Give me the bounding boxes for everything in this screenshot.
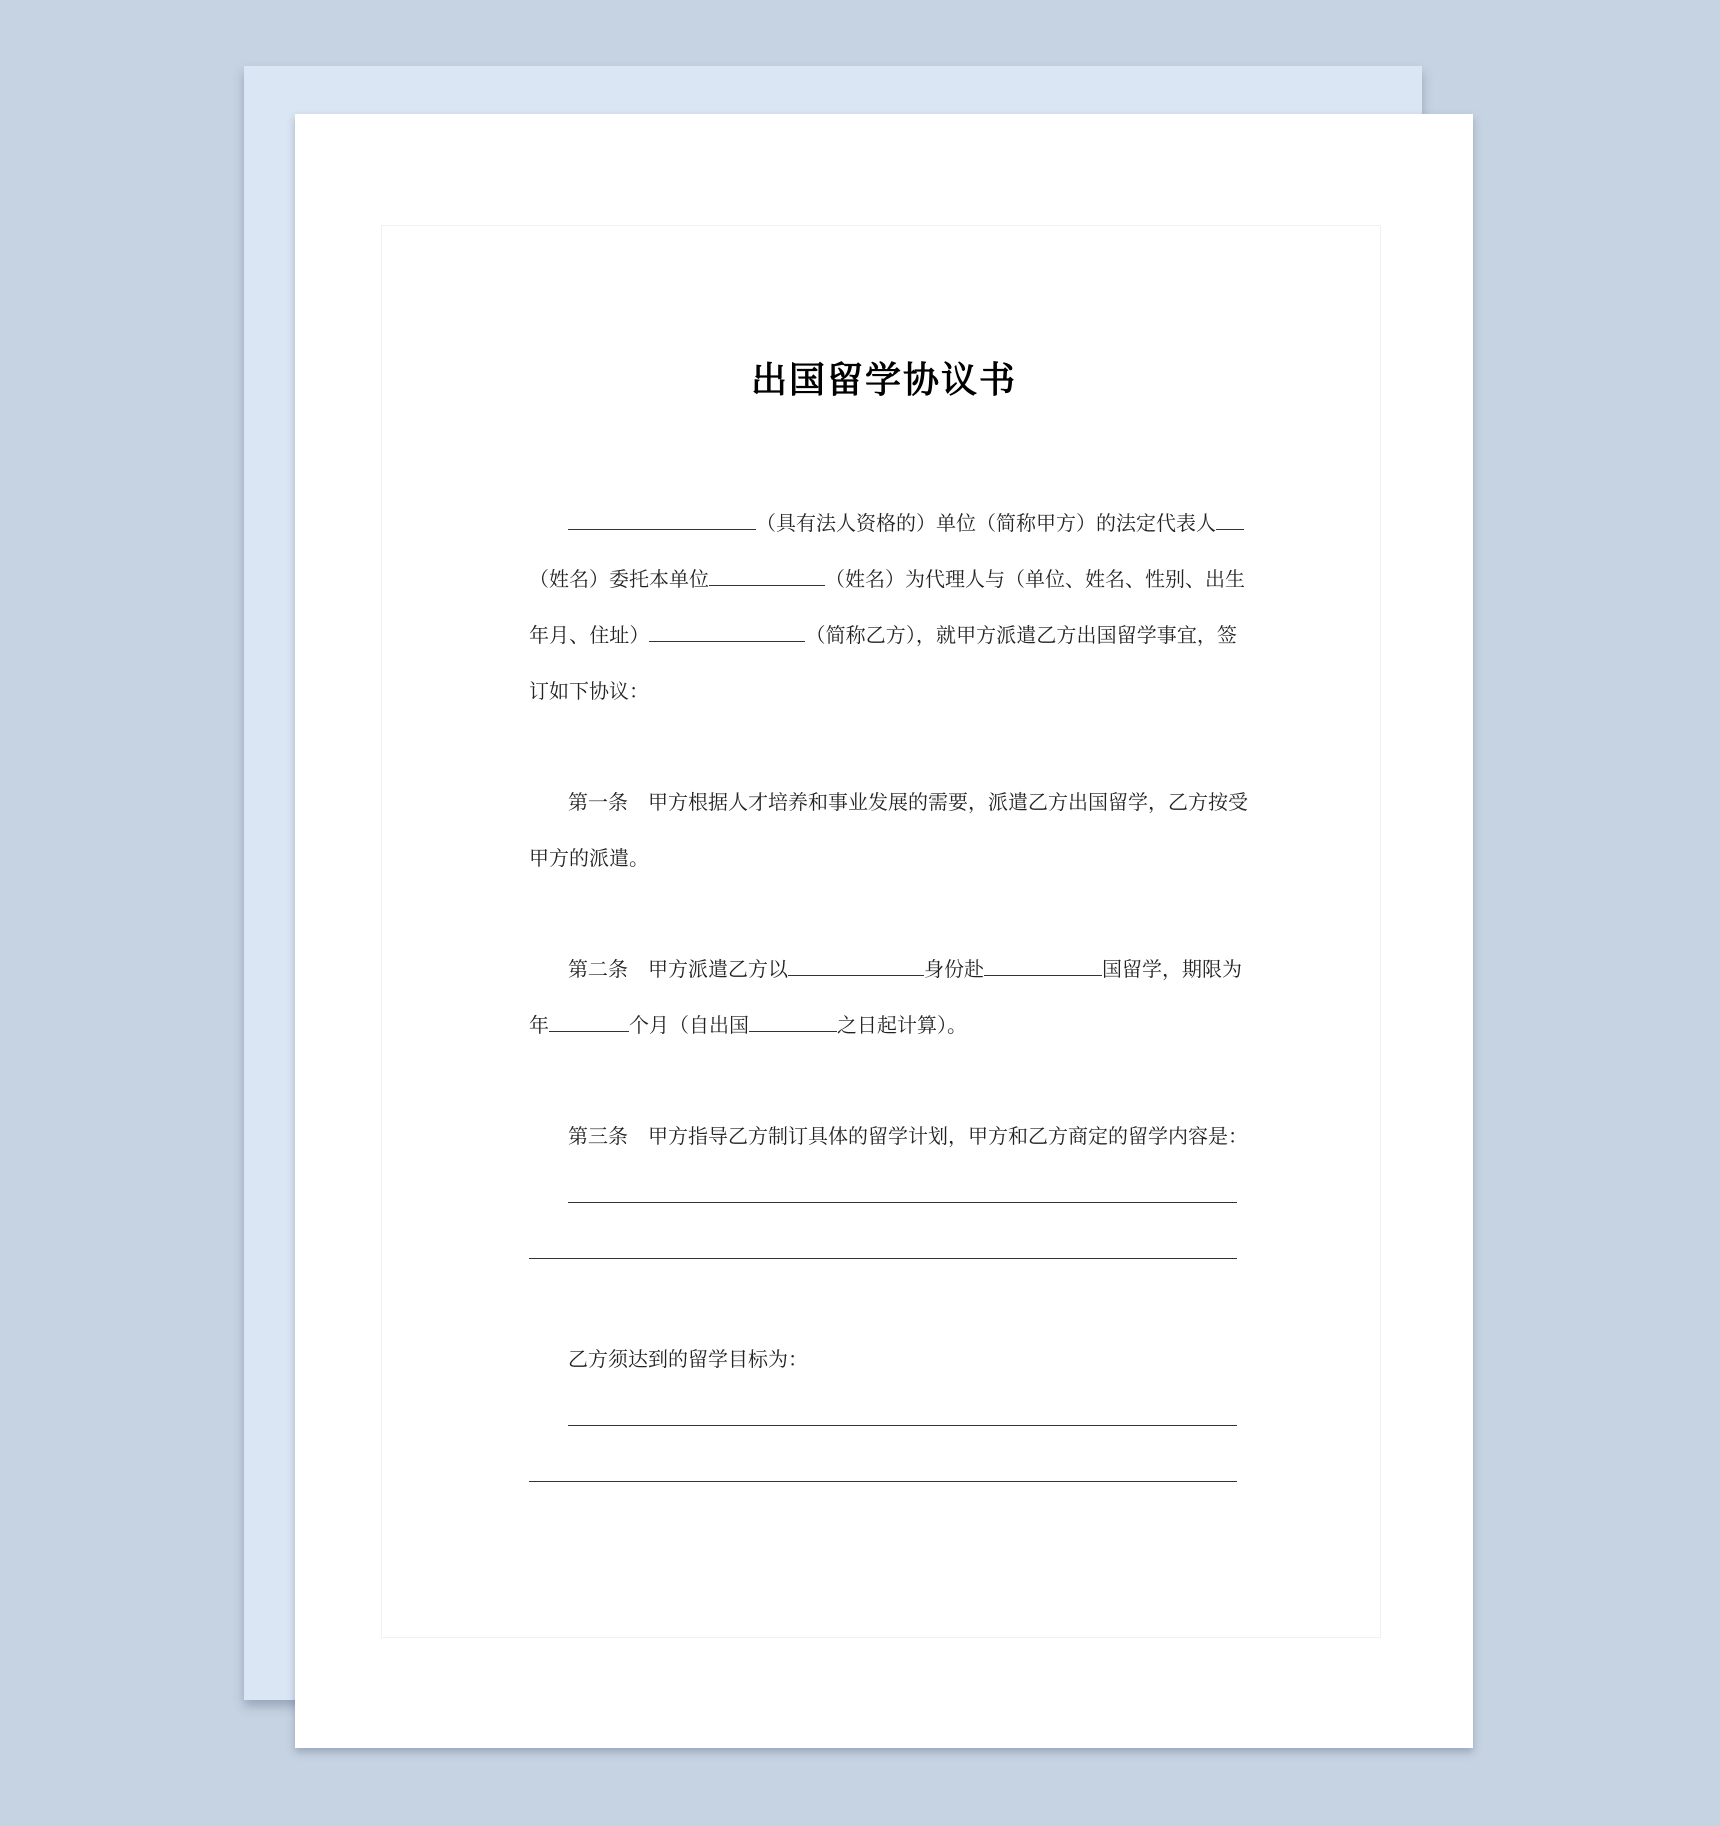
goal-line-1: 乙方须达到的留学目标为： (568, 1347, 808, 1371)
intro-line-2: （姓名）委托本单位 （姓名）为代理人与（单位、姓名、性别、出生 (529, 563, 1237, 595)
goal-fill-line-2 (529, 1481, 1237, 1482)
article-3-line-1: 第三条 甲方指导乙方制订具体的留学计划，甲方和乙方商定的留学内容是： (568, 1124, 1248, 1148)
blank-party-b (649, 619, 805, 642)
article-2-line-1: 第二条 甲方派遣乙方以 身份赴 国留学，期限为 (568, 953, 1237, 985)
article-3-fill-line-2 (529, 1258, 1237, 1259)
page-margin-frame (381, 225, 1381, 1638)
document-title: 出国留学协议书 (750, 360, 1017, 401)
blank-representative (1216, 507, 1244, 530)
blank-departure-date (749, 1009, 837, 1032)
article-2-line-2: 年 个月（自出国 之日起计算）。 (529, 1009, 1237, 1041)
intro-line-3: 年月、住址） （简称乙方），就甲方派遣乙方出国留学事宜，签 (529, 619, 1237, 651)
intro-line-4: 订如下协议： (529, 679, 649, 703)
goal-fill-line-1 (568, 1425, 1237, 1426)
blank-country (984, 953, 1102, 976)
intro-line-1: （具有法人资格的）单位（简称甲方）的法定代表人 (568, 507, 1237, 539)
article-3-fill-line-1 (568, 1202, 1237, 1203)
blank-months (549, 1009, 629, 1032)
blank-identity (788, 953, 924, 976)
article-1-line-2: 甲方的派遣。 (529, 846, 649, 870)
blank-agent-name (709, 563, 825, 586)
blank-unit-name (568, 507, 756, 530)
document-page (295, 114, 1473, 1748)
article-1-line-1: 第一条 甲方根据人才培养和事业发展的需要，派遣乙方出国留学，乙方按受 (568, 790, 1248, 814)
